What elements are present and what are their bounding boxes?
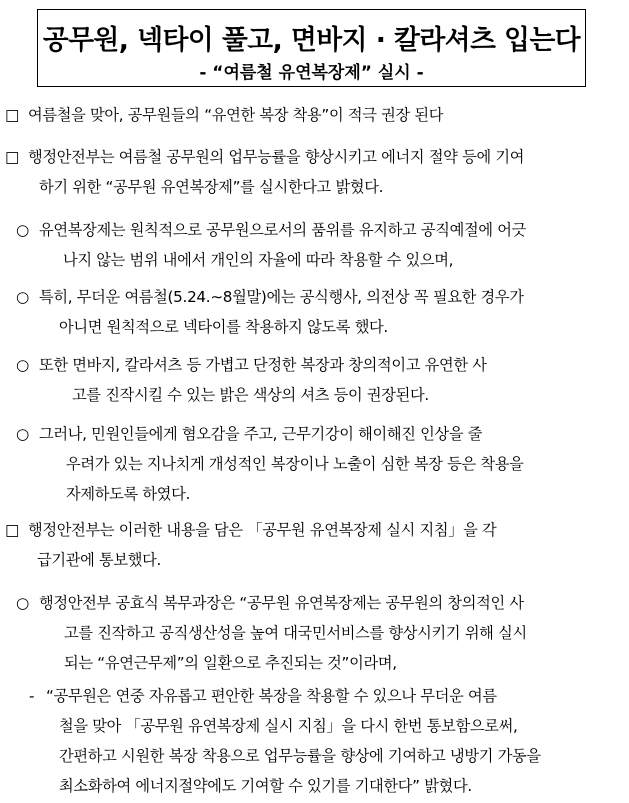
paragraph-line: 행정안전부는 이러한 내용을 담은 「공무원 유연복장제 실시 지침」을 각 xyxy=(28,521,497,539)
bullet-circle: ○ xyxy=(16,288,29,306)
bullet-circle: ○ xyxy=(16,221,29,239)
bullet-circle: ○ xyxy=(16,425,29,443)
paragraph-line: 나지 않는 범위 내에서 개인의 자율에 따라 착용할 수 있으며, xyxy=(63,251,454,269)
paragraph-line: 자제하도록 하였다. xyxy=(66,485,191,503)
bullet-circle: ○ xyxy=(16,594,29,612)
paragraph-line: 하기 위한 “공무원 유연복장제”를 실시한다고 밝혔다. xyxy=(39,178,384,196)
bullet-square: □ xyxy=(5,106,20,124)
paragraph-line: 행정안전부 공효식 복무과장은 “공무원 유연복장제는 공무원의 창의적인 사 xyxy=(39,594,524,612)
bullet-square: □ xyxy=(5,148,20,166)
paragraph-line: 우려가 있는 지나치게 개성적인 복장이나 노출이 심한 복장 등은 착용을 xyxy=(66,455,524,473)
paragraph-closing-quote xyxy=(29,681,624,801)
paragraph-restriction xyxy=(16,419,621,509)
paragraph-line: 또한 면바지, 칼라셔츠 등 가볍고 단정한 복장과 창의적이고 유연한 사 xyxy=(39,356,487,374)
paragraph-line: 여름철을 맞아, 공무원들의 “유연한 복장 착용”이 적극 권장 된다 xyxy=(28,106,444,124)
paragraph-guideline xyxy=(5,515,620,575)
paragraph-announcement xyxy=(5,142,620,202)
bullet-circle: ○ xyxy=(16,356,29,374)
title-box xyxy=(37,9,586,87)
paragraph-line: 아니면 원칙적으로 넥타이를 착용하지 않도록 했다. xyxy=(59,318,388,336)
paragraph-line: 되는 “유연근무제”의 일환으로 추진되는 것”이라며, xyxy=(64,654,397,672)
paragraph-principle xyxy=(16,215,621,275)
paragraph-line: 고를 진작시킬 수 있는 밝은 색상의 셔츠 등이 권장된다. xyxy=(72,386,429,404)
document-title: 공무원, 넥타이 풀고, 면바지 · 칼라셔츠 입는다 xyxy=(42,25,581,56)
paragraph-line: 특히, 무더운 여름철(5.24.∼8월말)에는 공식행사, 의전상 꼭 필요한 경우가 xyxy=(39,288,524,306)
paragraph-line: 유연복장제는 원칙적으로 공무원으로서의 품위를 유지하고 공직예절에 어긋 xyxy=(39,221,527,239)
paragraph-line: 간편하고 시원한 복장 착용으로 업무능률을 향상에 기여하고 냉방기 가동을 xyxy=(59,747,541,765)
paragraph-line: 행정안전부는 여름철 공무원의 업무능률을 향상시키고 에너지 절약 등에 기여 xyxy=(28,148,525,166)
paragraph-line: “공무원은 연중 자유롭고 편안한 복장을 착용할 수 있으나 무더운 여름 xyxy=(46,687,497,705)
paragraph-line: 그러나, 민원인들에게 혐오감을 주고, 근무기강이 해이해진 인상을 줄 xyxy=(39,425,483,443)
bullet-square: □ xyxy=(5,521,20,539)
paragraph-line: 최소화하여 에너지절약에도 기여할 수 있기를 기대한다” 밝혔다. xyxy=(59,777,472,795)
paragraph-director-quote xyxy=(16,588,621,678)
paragraph-line: 급기관에 통보했다. xyxy=(37,551,162,569)
document-subtitle: - “여름철 유연복장제” 실시 - xyxy=(199,63,424,83)
paragraph-necktie xyxy=(16,282,621,342)
paragraph-recommended xyxy=(16,350,621,410)
paragraph-line: 고를 진작하고 공직생산성을 높여 대국민서비스를 향상시키기 위해 실시 xyxy=(64,624,527,642)
bullet-dash: - xyxy=(29,687,35,705)
paragraph-intro xyxy=(5,100,620,130)
paragraph-line: 철을 맞아 「공무원 유연복장제 실시 지침」을 다시 한번 통보함으로써, xyxy=(59,717,518,735)
